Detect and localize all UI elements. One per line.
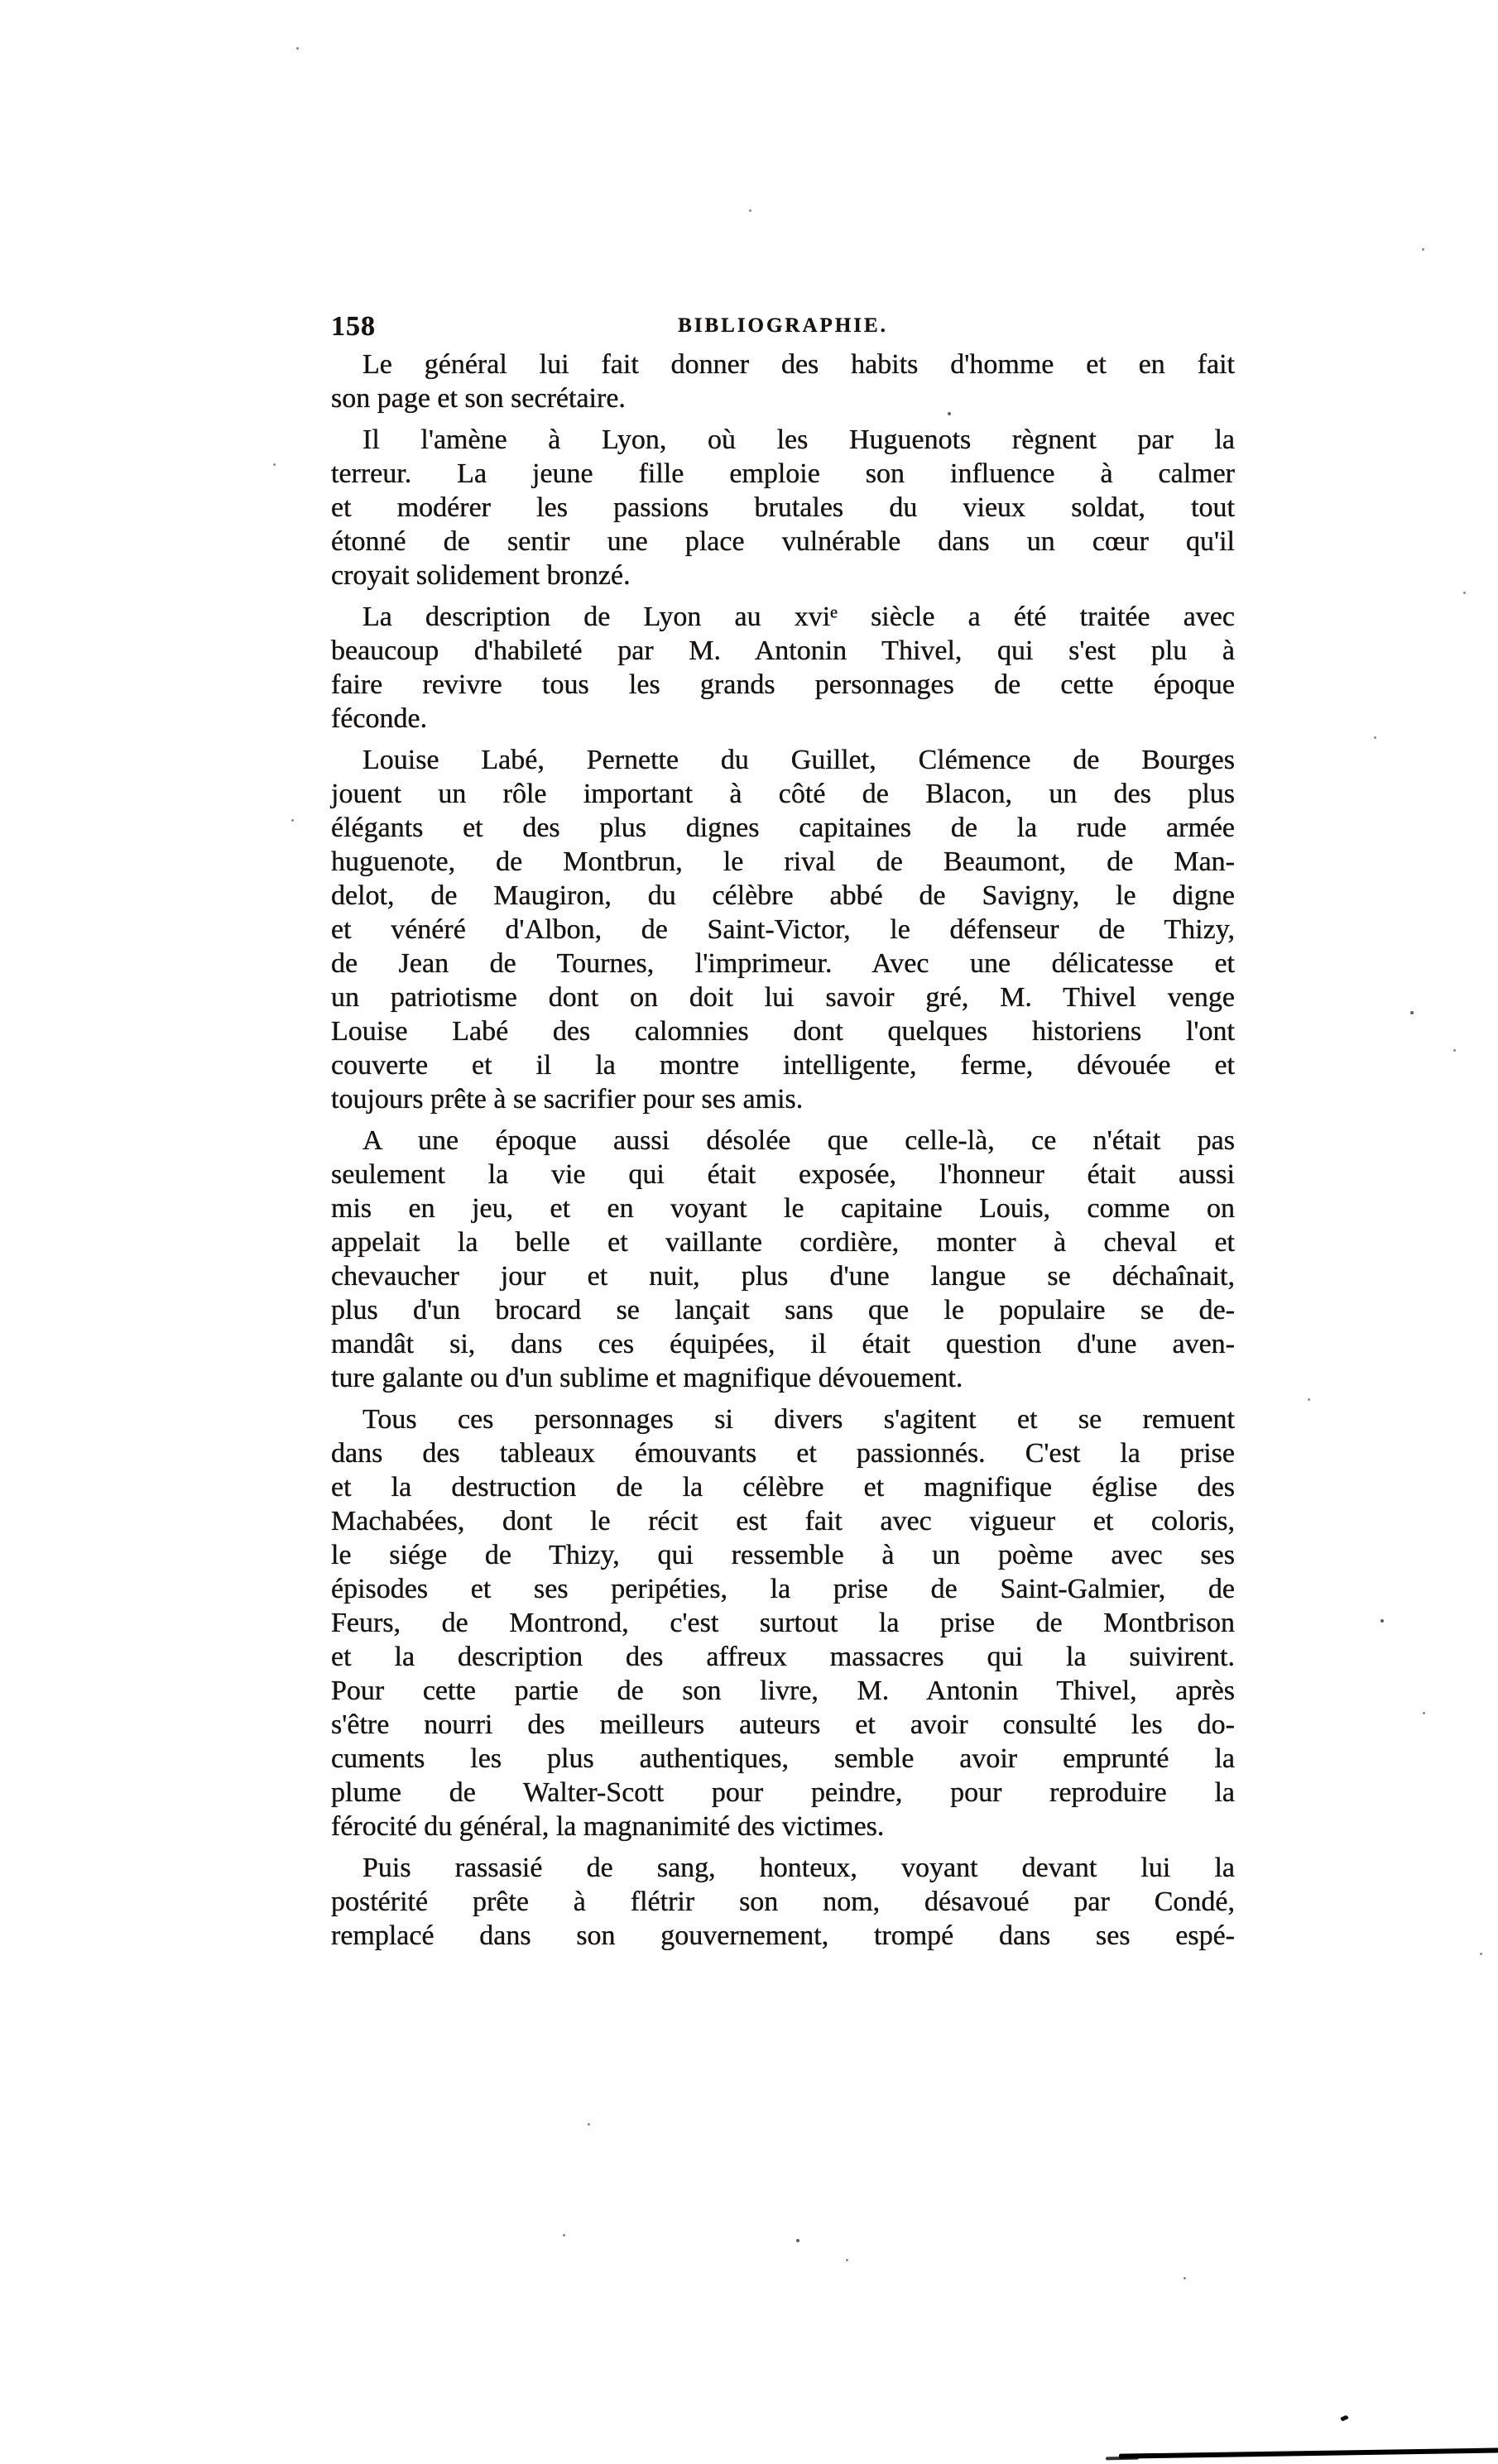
scan-speck xyxy=(1480,1953,1482,1955)
text-line: huguenote, de Montbrun, le rival de Beaumont, de Man- xyxy=(331,846,1235,877)
scan-speck xyxy=(588,2123,590,2126)
scan-speck xyxy=(273,463,276,466)
text-line: Louise Labé, Pernette du Guillet, Clémence de Bourges xyxy=(362,745,1235,775)
text-line: seulement la vie qui était exposée, l'honneur était aussi xyxy=(331,1159,1235,1190)
text-line: étonné de sentir une place vulnérable dans un cœur qu'il xyxy=(331,526,1235,557)
scan-speck xyxy=(1184,2277,1186,2279)
text-line: remplacé dans son gouvernement, trompé dans ses espé- xyxy=(331,1920,1235,1951)
running-title: BIBLIOGRAPHIE. xyxy=(678,314,888,337)
paragraph xyxy=(331,1851,1235,1953)
text-line: jouent un rôle important à côté de Blacon, un des plus xyxy=(331,779,1235,809)
text-line: Machabées, dont le récit est fait avec vigueur et coloris, xyxy=(331,1506,1235,1536)
scan-speck xyxy=(1410,1011,1414,1014)
text-line: chevaucher jour et nuit, plus d'une langue se déchaînait, xyxy=(331,1261,1235,1292)
paragraph xyxy=(331,1124,1235,1395)
text-line: mis en jeu, et en voyant le capitaine Louis, comme on xyxy=(331,1193,1235,1224)
text-line: plume de Walter-Scott pour peindre, pour reproduire la xyxy=(331,1777,1235,1808)
text-line: de Jean de Tournes, l'imprimeur. Avec une délicatesse et xyxy=(331,948,1235,979)
text-line: Puis rassasié de sang, honteux, voyant devant lui la xyxy=(362,1853,1235,1883)
text-line: Il l'amène à Lyon, où les Huguenots règnent par la xyxy=(362,424,1235,455)
scan-speck xyxy=(846,2259,848,2261)
text-line: Tous ces personnages si divers s'agitent et se remuent xyxy=(362,1404,1235,1435)
scan-speck xyxy=(291,819,294,822)
body-text xyxy=(331,348,1235,1960)
text-line: croyait solidement bronzé. xyxy=(331,560,631,591)
scan-speck xyxy=(1308,1398,1310,1401)
text-line: et la description des affreux massacres qui la suivirent. xyxy=(331,1642,1235,1672)
text-line: et modérer les passions brutales du vieux soldat, tout xyxy=(331,492,1235,523)
text-line: s'être nourri des meilleurs auteurs et avoir consulté les do- xyxy=(331,1709,1235,1740)
text-line: Pour cette partie de son livre, M. Antonin Thivel, après xyxy=(331,1675,1235,1706)
text-line: La description de Lyon au xviᵉ siècle a été traitée avec xyxy=(362,602,1235,632)
text-line: dans des tableaux émouvants et passionnés. C'est la prise xyxy=(331,1438,1235,1469)
text-line: et la destruction de la célèbre et magnifique église des xyxy=(331,1472,1235,1503)
text-line: et vénéré d'Albon, de Saint-Victor, le défenseur de Thizy, xyxy=(331,914,1235,945)
scan-mark xyxy=(1340,2414,1348,2421)
scan-edge-bar xyxy=(1119,2447,1498,2458)
text-line: féconde. xyxy=(331,703,428,734)
page-header xyxy=(331,311,1235,344)
text-line: le siége de Thizy, qui ressemble à un poème avec ses xyxy=(331,1540,1235,1570)
paragraph xyxy=(331,743,1235,1116)
text-line: cuments les plus authentiques, semble avoir emprunté la xyxy=(331,1743,1235,1774)
text-line: Le général lui fait donner des habits d'homme et en fait xyxy=(362,349,1235,380)
text-line: faire revivre tous les grands personnages de cette époque xyxy=(331,669,1235,700)
scan-speck xyxy=(948,412,951,415)
paragraph xyxy=(331,423,1235,592)
scan-speck xyxy=(1380,1619,1384,1623)
scan-speck xyxy=(563,2234,565,2236)
scan-speck xyxy=(749,209,751,212)
text-line: épisodes et ses peripéties, la prise de Saint-Galmier, de xyxy=(331,1574,1235,1604)
scan-speck xyxy=(296,47,299,50)
text-line: Feurs, de Montrond, c'est surtout la prise de Montbrison xyxy=(331,1608,1235,1638)
scan-speck xyxy=(1374,736,1376,739)
paragraph xyxy=(331,600,1235,736)
text-line: appelait la belle et vaillante cordière, monter à cheval et xyxy=(331,1227,1235,1258)
text-line: delot, de Maugiron, du célèbre abbé de Savigny, le digne xyxy=(331,880,1235,911)
scan-speck xyxy=(796,2239,799,2242)
text-line: un patriotisme dont on doit lui savoir gré, M. Thivel venge xyxy=(331,982,1235,1013)
text-line: terreur. La jeune fille emploie son influence à calmer xyxy=(331,458,1235,489)
text-line: beaucoup d'habileté par M. Antonin Thivel, qui s'est plu à xyxy=(331,635,1235,666)
text-line: férocité du général, la magnanimité des victimes. xyxy=(331,1811,885,1842)
text-line: Louise Labé des calomnies dont quelques historiens l'ont xyxy=(331,1016,1235,1047)
text-line: mandât si, dans ces équipées, il était question d'une aven- xyxy=(331,1329,1235,1359)
text-line: postérité prête à flétrir son nom, désavoué par Condé, xyxy=(331,1886,1235,1917)
text-line: élégants et des plus dignes capitaines de la rude armée xyxy=(331,813,1235,843)
text-line: plus d'un brocard se lançait sans que le populaire se de- xyxy=(331,1295,1235,1325)
scan-speck xyxy=(1453,1049,1456,1052)
text-line: son page et son secrétaire. xyxy=(331,383,626,414)
paragraph xyxy=(331,1402,1235,1843)
page-number: 158 xyxy=(331,311,376,342)
scan-speck xyxy=(1422,248,1424,251)
text-line: A une époque aussi désolée que celle-là, ce n'était pas xyxy=(362,1125,1235,1156)
text-line: ture galante ou d'un sublime et magnifique dévouement. xyxy=(331,1363,963,1393)
paragraph xyxy=(331,348,1235,415)
scan-speck xyxy=(1463,592,1466,594)
text-line: toujours prête à se sacrifier pour ses amis. xyxy=(331,1084,804,1115)
scan-speck xyxy=(1423,1712,1425,1714)
text-line: couverte et il la montre intelligente, ferme, dévouée et xyxy=(331,1050,1235,1081)
